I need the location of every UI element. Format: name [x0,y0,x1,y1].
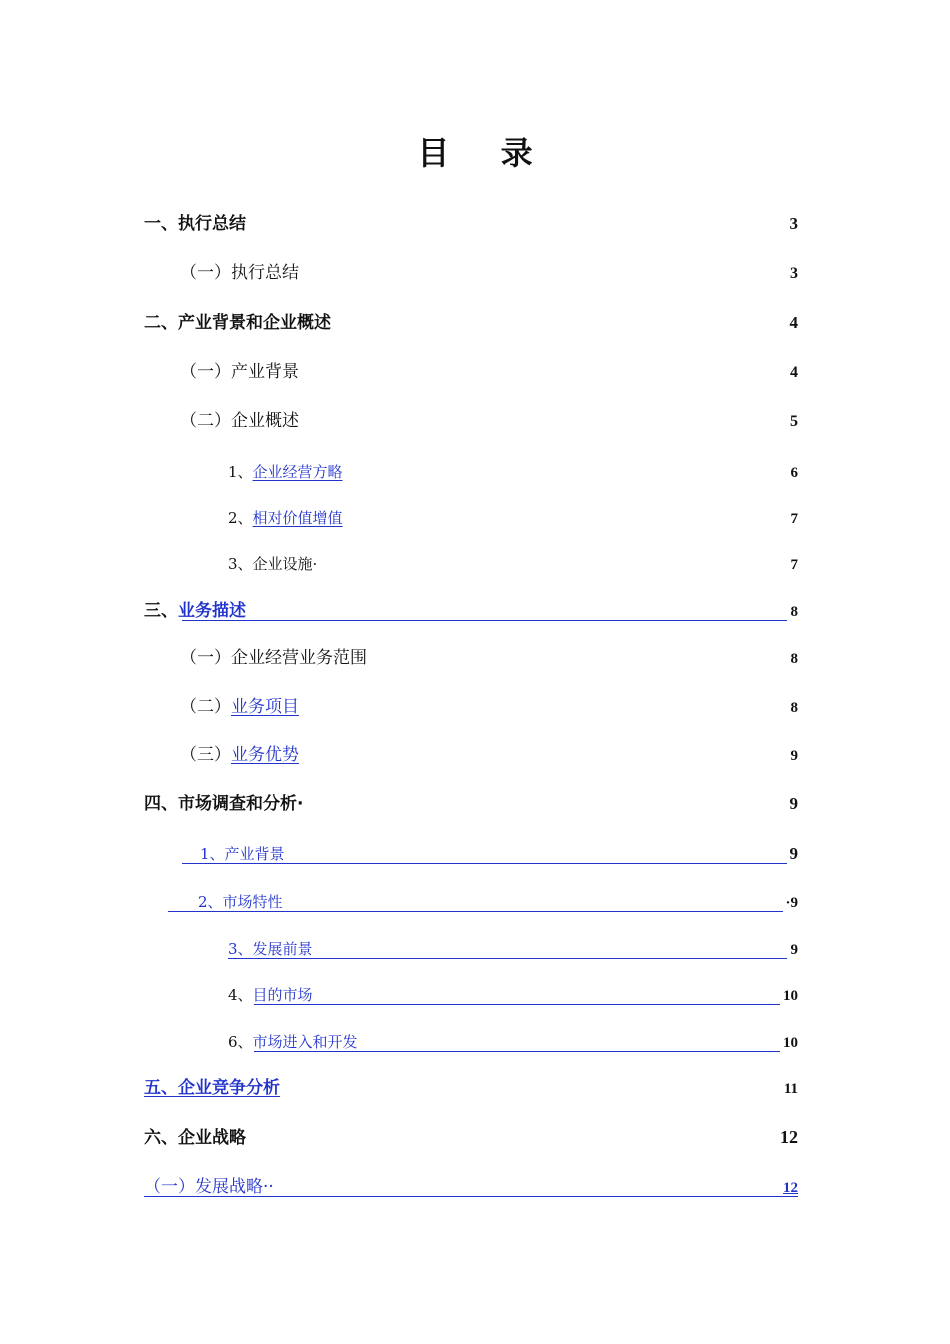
toc-leader-line [254,1004,780,1005]
toc-link[interactable]: 业务项目 [231,697,299,717]
toc-entry-label: （一）企业经营业务范围 [180,648,367,668]
toc-entry[interactable] [0,210,950,240]
toc-leader-line [182,620,787,621]
toc-page-number: 3 [789,214,798,233]
toc-entry-label: 2、相对价值增值 [228,509,343,527]
toc-entry[interactable] [0,741,950,771]
toc-entry-label: （一）产业背景 [180,362,299,382]
toc-page-number: 3 [790,265,798,282]
toc-entry[interactable] [0,550,950,580]
toc-page-number: 8 [790,604,798,620]
toc-entry-label: （二）业务项目 [180,697,299,717]
toc-page-number: 9 [789,844,798,863]
toc-link[interactable]: 业务描述 [178,601,246,621]
toc-entry-label: 6、市场进入和开发 [228,1033,358,1051]
toc-link[interactable]: 业务优势 [231,745,299,765]
toc-entry-label: （一）执行总结 [180,263,299,283]
toc-entry[interactable] [0,840,950,870]
toc-entry[interactable] [0,407,950,437]
toc-entry[interactable] [0,458,950,488]
toc-link[interactable]: 市场进入和开发 [252,1033,358,1051]
toc-entry[interactable] [0,644,950,674]
toc-entry-label: 六、企业战略 [144,1128,246,1148]
toc-page-number: 4 [790,364,798,381]
toc-link[interactable]: 相对价值增值 [252,509,343,527]
toc-link[interactable]: 2、市场特性 [198,893,283,911]
toc-entry[interactable] [0,790,950,820]
toc-page-number: 6 [790,465,798,481]
toc-entry[interactable] [0,1173,950,1203]
toc-entry[interactable] [0,693,950,723]
toc-page-number: ·9 [785,895,798,911]
toc-page-number: 10 [783,1035,798,1051]
toc-link[interactable]: 1、产业背景 [200,845,285,863]
toc-link[interactable]: 目的市场 [252,986,313,1004]
toc-entry[interactable] [0,358,950,388]
toc-entry[interactable] [0,597,950,627]
toc-entry-label: 3、企业设施· [228,555,318,573]
toc-entry-label: 一、执行总结 [144,214,246,234]
toc-page-number: 10 [783,988,798,1004]
toc-link[interactable]: 企业经营方略 [252,463,343,481]
toc-title: 目 录 [417,134,553,172]
toc-page-number: 9 [790,942,798,958]
toc-entry[interactable] [0,259,950,289]
toc-entry-label: 二、产业背景和企业概述 [144,313,331,333]
toc-page-number: 9 [790,748,798,764]
toc-entry[interactable] [0,1124,950,1154]
toc-page-number: 12 [783,1180,798,1196]
toc-page-number: 4 [789,313,798,332]
toc-entry-label: （二）企业概述 [180,411,299,431]
toc-page-number: 9 [789,794,798,813]
toc-entry[interactable] [0,504,950,534]
toc-entry[interactable] [0,1074,950,1104]
toc-entry[interactable] [0,888,950,918]
toc-page-number: 8 [790,651,798,667]
toc-entry[interactable] [0,981,950,1011]
toc-entry[interactable] [0,1028,950,1058]
toc-page-number: 8 [790,700,798,716]
toc-link[interactable]: 五、企业竞争分析 [144,1078,280,1098]
toc-entry-label: 三、业务描述 [144,601,246,621]
toc-entry-label: 4、目的市场 [228,986,313,1004]
toc-entry-label: （三）业务优势 [180,745,299,765]
toc-page-number: 7 [790,511,798,527]
toc-link[interactable]: （一）发展战略·· [144,1177,274,1197]
toc-entry-label: 1、企业经营方略 [228,463,343,481]
toc-page-number: 5 [790,413,798,430]
toc-page-number: 7 [790,557,798,573]
toc-entry[interactable] [0,309,950,339]
toc-page-number: 11 [783,1081,798,1097]
toc-entry[interactable] [0,935,950,965]
toc-link[interactable]: 3、发展前景 [228,940,313,958]
toc-entry-label: 四、市场调查和分析· [144,794,304,814]
toc-page-number: 12 [780,1127,798,1147]
